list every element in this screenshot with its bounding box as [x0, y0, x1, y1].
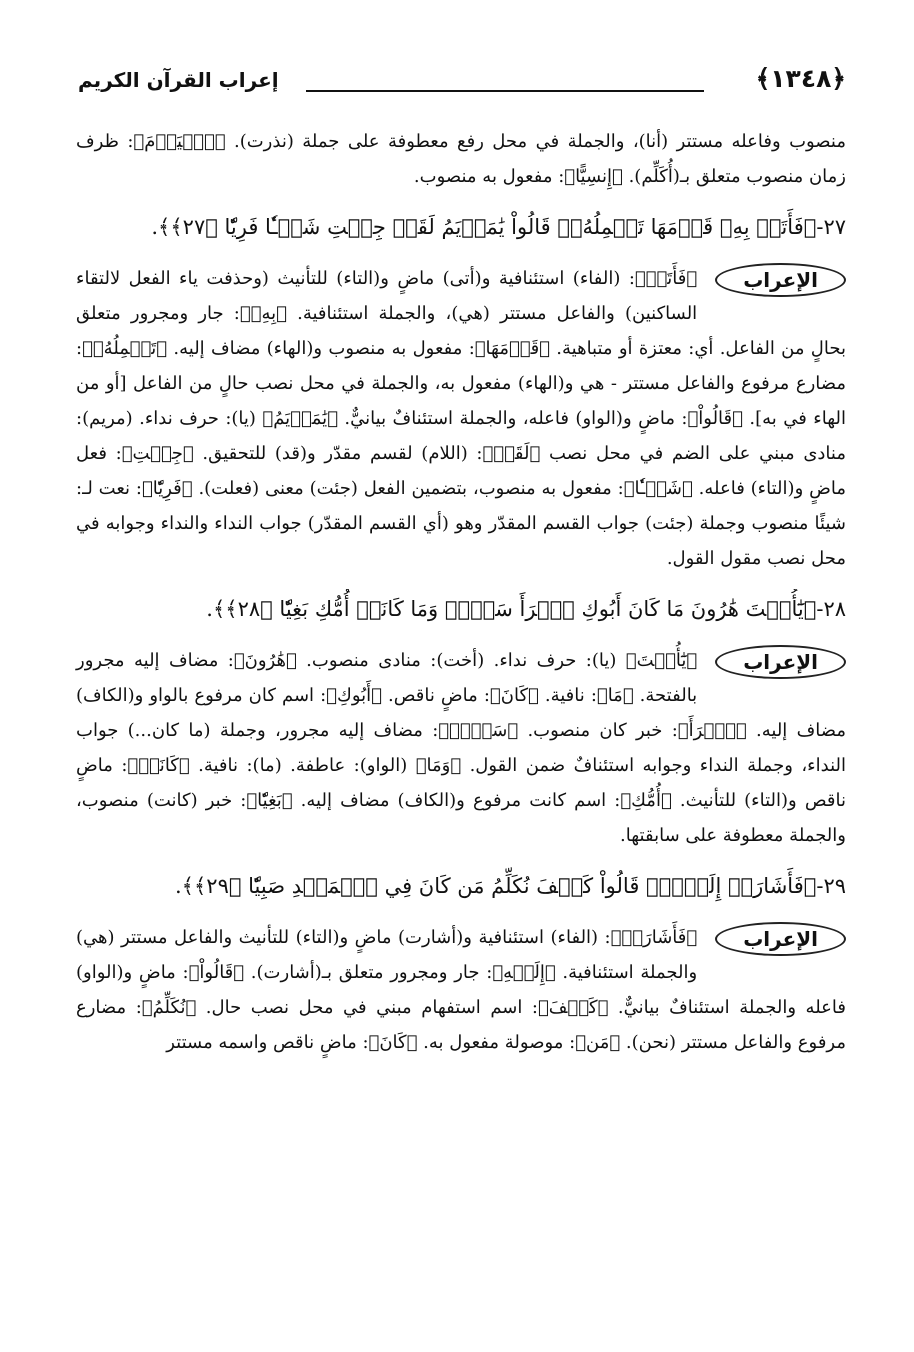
irab-paragraph-27: [76, 261, 846, 576]
page-header: [78, 62, 846, 110]
page-number: ﴿١٣٤٨﴾: [755, 64, 846, 93]
page-content: [76, 124, 846, 1060]
irab-label: الإعراب: [715, 263, 846, 297]
verse-27: ٢٧-﴿فَأَتَتۡ بِهِۦ قَوۡمَهَا تَحۡمِلُهُۥۖ قَالُواْ يَٰمَرۡيَمُ لَقَدۡ جِئۡتِ شَيۡـٔٗا فَرِيّٗا ﴿٢٧﴾﴾.: [151, 215, 846, 239]
irab-label: الإعراب: [715, 645, 846, 679]
irab-label: الإعراب: [715, 922, 846, 956]
header-rule: [306, 90, 704, 92]
irab-text-28: ﴿يَٰٓأُخۡتَ﴾ (يا): حرف نداء. (أخت): منادى منصوب. ﴿هَٰرُونَ﴾: مضاف إليه مجرور بالفتحة. ﴿مَا﴾: نافية. ﴿كَانَ﴾: ماضٍ ناقص. ﴿أَبُوكِ﴾: اسم كان مرفوع بالواو و(الكاف) مضاف إليه. ﴿ٱمۡرَأَ﴾: خبر كان منصوب. ﴿سَوۡءٖ﴾: مضاف إليه مجرور، وجملة (ما كان...) جواب النداء، وجملة النداء وجوابه استئنافٌ ضمن القول. ﴿وَمَا﴾ (الواو): عاطفة. (ما): نافية. ﴿كَانَتۡ﴾: ماضٍ ناقص و(التاء) للتأنيث. ﴿أُمُّكِ﴾: اسم كانت مرفوع و(الكاف) مضاف إليه. ﴿بَغِيّٗا﴾: خبر (كانت) منصوب، والجملة معطوفة على سابقتها.: [76, 650, 846, 846]
verse-29: ٢٩-﴿فَأَشَارَتۡ إِلَيۡهِۖ قَالُواْ كَيۡفَ نُكَلِّمُ مَن كَانَ فِي ٱلۡمَهۡدِ صَبِيّٗا ﴿٢٩﴾﴾.: [175, 874, 846, 898]
irab-paragraph-29: [76, 920, 846, 1060]
book-title: إعراب القرآن الكريم: [78, 68, 279, 92]
irab-text-29: ﴿فَأَشَارَتۡ﴾: (الفاء) استئنافية و(أشارت) ماضٍ و(التاء) للتأنيث والفاعل مستتر (هي) والجملة استئنافية. ﴿إِلَيۡهِ﴾: جار ومجرور متعلق بـ(أشارت). ﴿قَالُواْ﴾: ماضٍ و(الواو) فاعله والجملة استئنافٌ بيانيٌّ. ﴿كَيۡفَ﴾: اسم استفهام مبني في محل نصب حال. ﴿نُكَلِّمُ﴾: مضارع مرفوع والفاعل مستتر (نحن). ﴿مَن﴾: موصولة مفعول به. ﴿كَانَ﴾: ماضٍ ناقص واسمه مستتر: [76, 927, 846, 1053]
verse-28: ٢٨-﴿يَٰٓأُخۡتَ هَٰرُونَ مَا كَانَ أَبُوكِ ٱمۡرَأَ سَوۡءٖ وَمَا كَانَتۡ أُمُّكِ بَغِيّٗا ﴿٢٨﴾﴾.: [206, 597, 846, 621]
irab-text-27: ﴿فَأَتَتۡ﴾: (الفاء) استئنافية و(أتى) ماضٍ و(التاء) للتأنيث (وحذفت ياء الفعل لالتقاء الساكنين) والفاعل مستتر (هي)، والجملة استئنافية. ﴿بِهِۦ﴾: جار ومجرور متعلق بحالٍ من الفاعل. أي: معتزة أو متباهية. ﴿قَوۡمَهَا﴾: مفعول به منصوب و(الهاء) مضاف إليه. ﴿تَحۡمِلُهُۥ﴾: مضارع مرفوع والفاعل مستتر - هي و(الهاء) مفعول به، والجملة في محل نصب حالٍ من الفاعل [أو من الهاء في به]. ﴿قَالُواْ﴾: ماضٍ و(الواو) فاعله، والجملة استئنافٌ بيانيٌّ. ﴿يَٰمَرۡيَمُ﴾ (يا): حرف نداء. (مريم): منادى مبني على الضم في محل نصب ﴿لَقَدۡ﴾: (اللام) لقسم مقدّر و(قد) للتحقيق. ﴿جِئۡتِ﴾: فعل ماضٍ و(التاء) فاعله. ﴿شَيۡـٔٗا﴾: مفعول به منصوب، بتضمين الفعل (جئت) معنى (فعلت). ﴿فَرِيّٗا﴾: نعت لـ: شيئًا منصوب وجملة (جئت) جواب القسم المقدّر وهو (أي القسم المقدّر) جواب النداء والنداء وجوابه في محل نصب مقول القول.: [76, 268, 846, 569]
intro-paragraph: منصوب وفاعله مستتر (أنا)، والجملة في محل رفع معطوفة على جملة (نذرت). ﴿ٱلۡيَوۡمَ﴾: ظرف زمان منصوب متعلق بـ(أُكَلِّم). ﴿إِنسِيًّا﴾: مفعول به منصوب.: [76, 131, 846, 187]
irab-paragraph-28: [76, 643, 846, 853]
